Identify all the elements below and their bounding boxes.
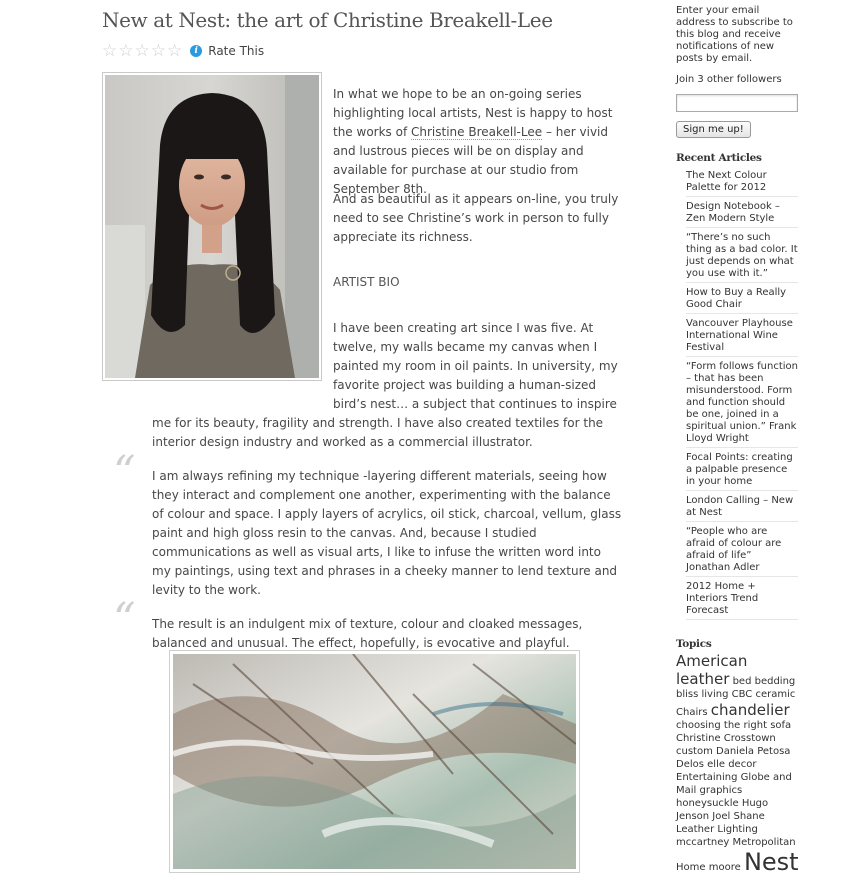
topic-tag-link[interactable]: Joel Shane Leather xyxy=(676,811,765,835)
star-icon[interactable]: ☆ xyxy=(150,41,166,61)
topic-tag-link[interactable]: Delos xyxy=(676,759,704,770)
topic-tag-link[interactable]: honeysuckle xyxy=(676,798,739,809)
star-icon[interactable]: ☆ xyxy=(102,41,118,61)
recent-article-link[interactable]: “Form follows function – that has been misunderstood. Form and function should be one, joined in a spiritual union.” Frank Lloyd Wright xyxy=(686,361,798,448)
topic-tag-link[interactable]: custom xyxy=(676,746,713,757)
appreciate-paragraph: And as beautiful as it appears on-line, you truly need to see Christine’s work in person to fully appreciate its richness. xyxy=(333,192,619,244)
topic-tag-link[interactable]: Metropolitan Home xyxy=(676,837,796,873)
topic-tag-link[interactable]: bed xyxy=(732,676,752,687)
topic-tag-link[interactable]: Chairs xyxy=(676,707,708,718)
topic-tag-link[interactable]: CBC xyxy=(731,689,753,700)
topic-tag-link[interactable]: choosing the right sofa xyxy=(676,720,792,731)
quote-mark-icon: “ xyxy=(113,594,136,645)
topic-tag-link[interactable]: Daniela Petosa xyxy=(716,746,791,757)
followers-count: Join 3 other followers xyxy=(676,74,782,85)
sidebar xyxy=(676,0,800,875)
rate-this-label[interactable]: Rate This xyxy=(208,44,265,58)
topic-tag-link[interactable]: Crosstown xyxy=(723,733,776,744)
topic-tag-link[interactable]: Globe and Mail xyxy=(676,772,792,796)
topic-tag-link[interactable]: American leather xyxy=(676,652,748,688)
star-icon[interactable]: ☆ xyxy=(167,41,183,61)
topic-tag-link[interactable]: bedding xyxy=(754,676,796,687)
topic-tag-link[interactable]: Nest xyxy=(743,848,799,876)
sign-up-button[interactable]: Sign me up! xyxy=(676,121,751,138)
artist-portrait-image xyxy=(102,72,322,381)
bio-paragraph-part2: me for its beauty, fragility and strength. I have also created textiles for the interior design industry and worked as a commercial illustrator. xyxy=(152,416,604,449)
intro-paragraph xyxy=(333,85,633,199)
recent-articles-list xyxy=(676,170,800,620)
quote-result: The result is an indulgent mix of texture, colour and cloaked messages, balanced and unusual. The effect, hopefully, is evocative and playful. xyxy=(152,617,583,650)
topic-tag-link[interactable]: Lighting xyxy=(717,824,758,835)
recent-article-link[interactable]: 2012 Home + Interiors Trend Forecast xyxy=(686,581,798,620)
artwork-image xyxy=(169,650,580,873)
quote-mark-icon: “ xyxy=(113,447,136,498)
portrait-photo xyxy=(105,75,319,378)
artist-bio-heading: ARTIST BIO xyxy=(333,275,400,289)
topic-tag-link[interactable]: Christine xyxy=(676,733,721,744)
star-icon[interactable]: ☆ xyxy=(134,41,150,61)
recent-article-link[interactable]: Design Notebook – Zen Modern Style xyxy=(686,201,798,228)
info-icon[interactable]: i xyxy=(190,45,202,57)
quote-technique: I am always refining my technique -layering different materials, seeing how they interact and complement one another, experimenting with the balance of colour and space. I apply layers of acrylics, oil stick, charcoal, vellum, glass paint and high gloss resin to the canvas. And, because I studied communications as well as visual arts, I like to infuse the written word into my paintings, using text and phrases in a cheeky manner to lend texture and levity to the work. xyxy=(152,469,622,597)
recent-article-link[interactable]: London Calling – New at Nest xyxy=(686,495,798,522)
star-icon[interactable]: ☆ xyxy=(118,41,134,61)
topic-tag-link[interactable]: ceramic xyxy=(755,689,796,700)
star-rating[interactable] xyxy=(102,43,182,59)
topic-tag-link[interactable]: Entertaining xyxy=(676,772,738,783)
bio-paragraph-part1: I have been creating art since I was five. At twelve, my walls became my canvas when I painted my room in oil paints. In university, my favorite project was building a human-sized bird’s nest… a subject that continues to inspire xyxy=(333,321,618,411)
recent-articles-heading: Recent Articles xyxy=(676,152,762,164)
topic-tag-link[interactable]: mccartney xyxy=(676,837,730,848)
artist-link[interactable]: Christine Breakell-Lee xyxy=(411,125,543,139)
topic-tag-link[interactable]: elle decor xyxy=(707,759,757,770)
intro-text-end: – her vivid and lustrous pieces will be on display and available for purchase at our studio from September 8th. xyxy=(333,125,608,196)
recent-article-link[interactable]: The Next Colour Palette for 2012 xyxy=(686,170,798,197)
topic-tag-link[interactable]: chandelier xyxy=(710,701,790,719)
recent-article-link[interactable]: “There’s no such thing as a bad color. It just depends on what you use with it.” xyxy=(686,232,798,283)
topic-tag-link[interactable]: moore xyxy=(708,862,741,873)
email-field[interactable] xyxy=(676,94,798,112)
recent-article-link[interactable]: How to Buy a Really Good Chair xyxy=(686,287,798,314)
subscribe-description: Enter your email address to subscribe to this blog and receive notifications of new posts by email. xyxy=(676,5,793,64)
topic-tag-link[interactable]: graphics xyxy=(699,785,743,796)
topics-heading: Topics xyxy=(676,638,712,650)
topics-tag-cloud xyxy=(676,652,800,875)
recent-article-link[interactable]: “People who are afraid of colour are afraid of life” Jonathan Adler xyxy=(686,526,798,577)
recent-article-link[interactable]: Focal Points: creating a palpable presence in your home xyxy=(686,452,798,491)
topic-tag-link[interactable]: Hugo Jenson xyxy=(676,798,769,822)
rating-widget xyxy=(102,43,642,59)
post-title[interactable]: New at Nest: the art of Christine Breakell-Lee xyxy=(102,8,553,32)
intro-text: In what we hope to be an on-going series highlighting local artists, Nest is happy to host the works of xyxy=(333,87,613,139)
topic-tag-link[interactable]: bliss living xyxy=(676,689,729,700)
artwork-photo xyxy=(173,654,576,869)
post xyxy=(102,0,642,59)
recent-article-link[interactable]: Vancouver Playhouse International Wine Festival xyxy=(686,318,798,357)
